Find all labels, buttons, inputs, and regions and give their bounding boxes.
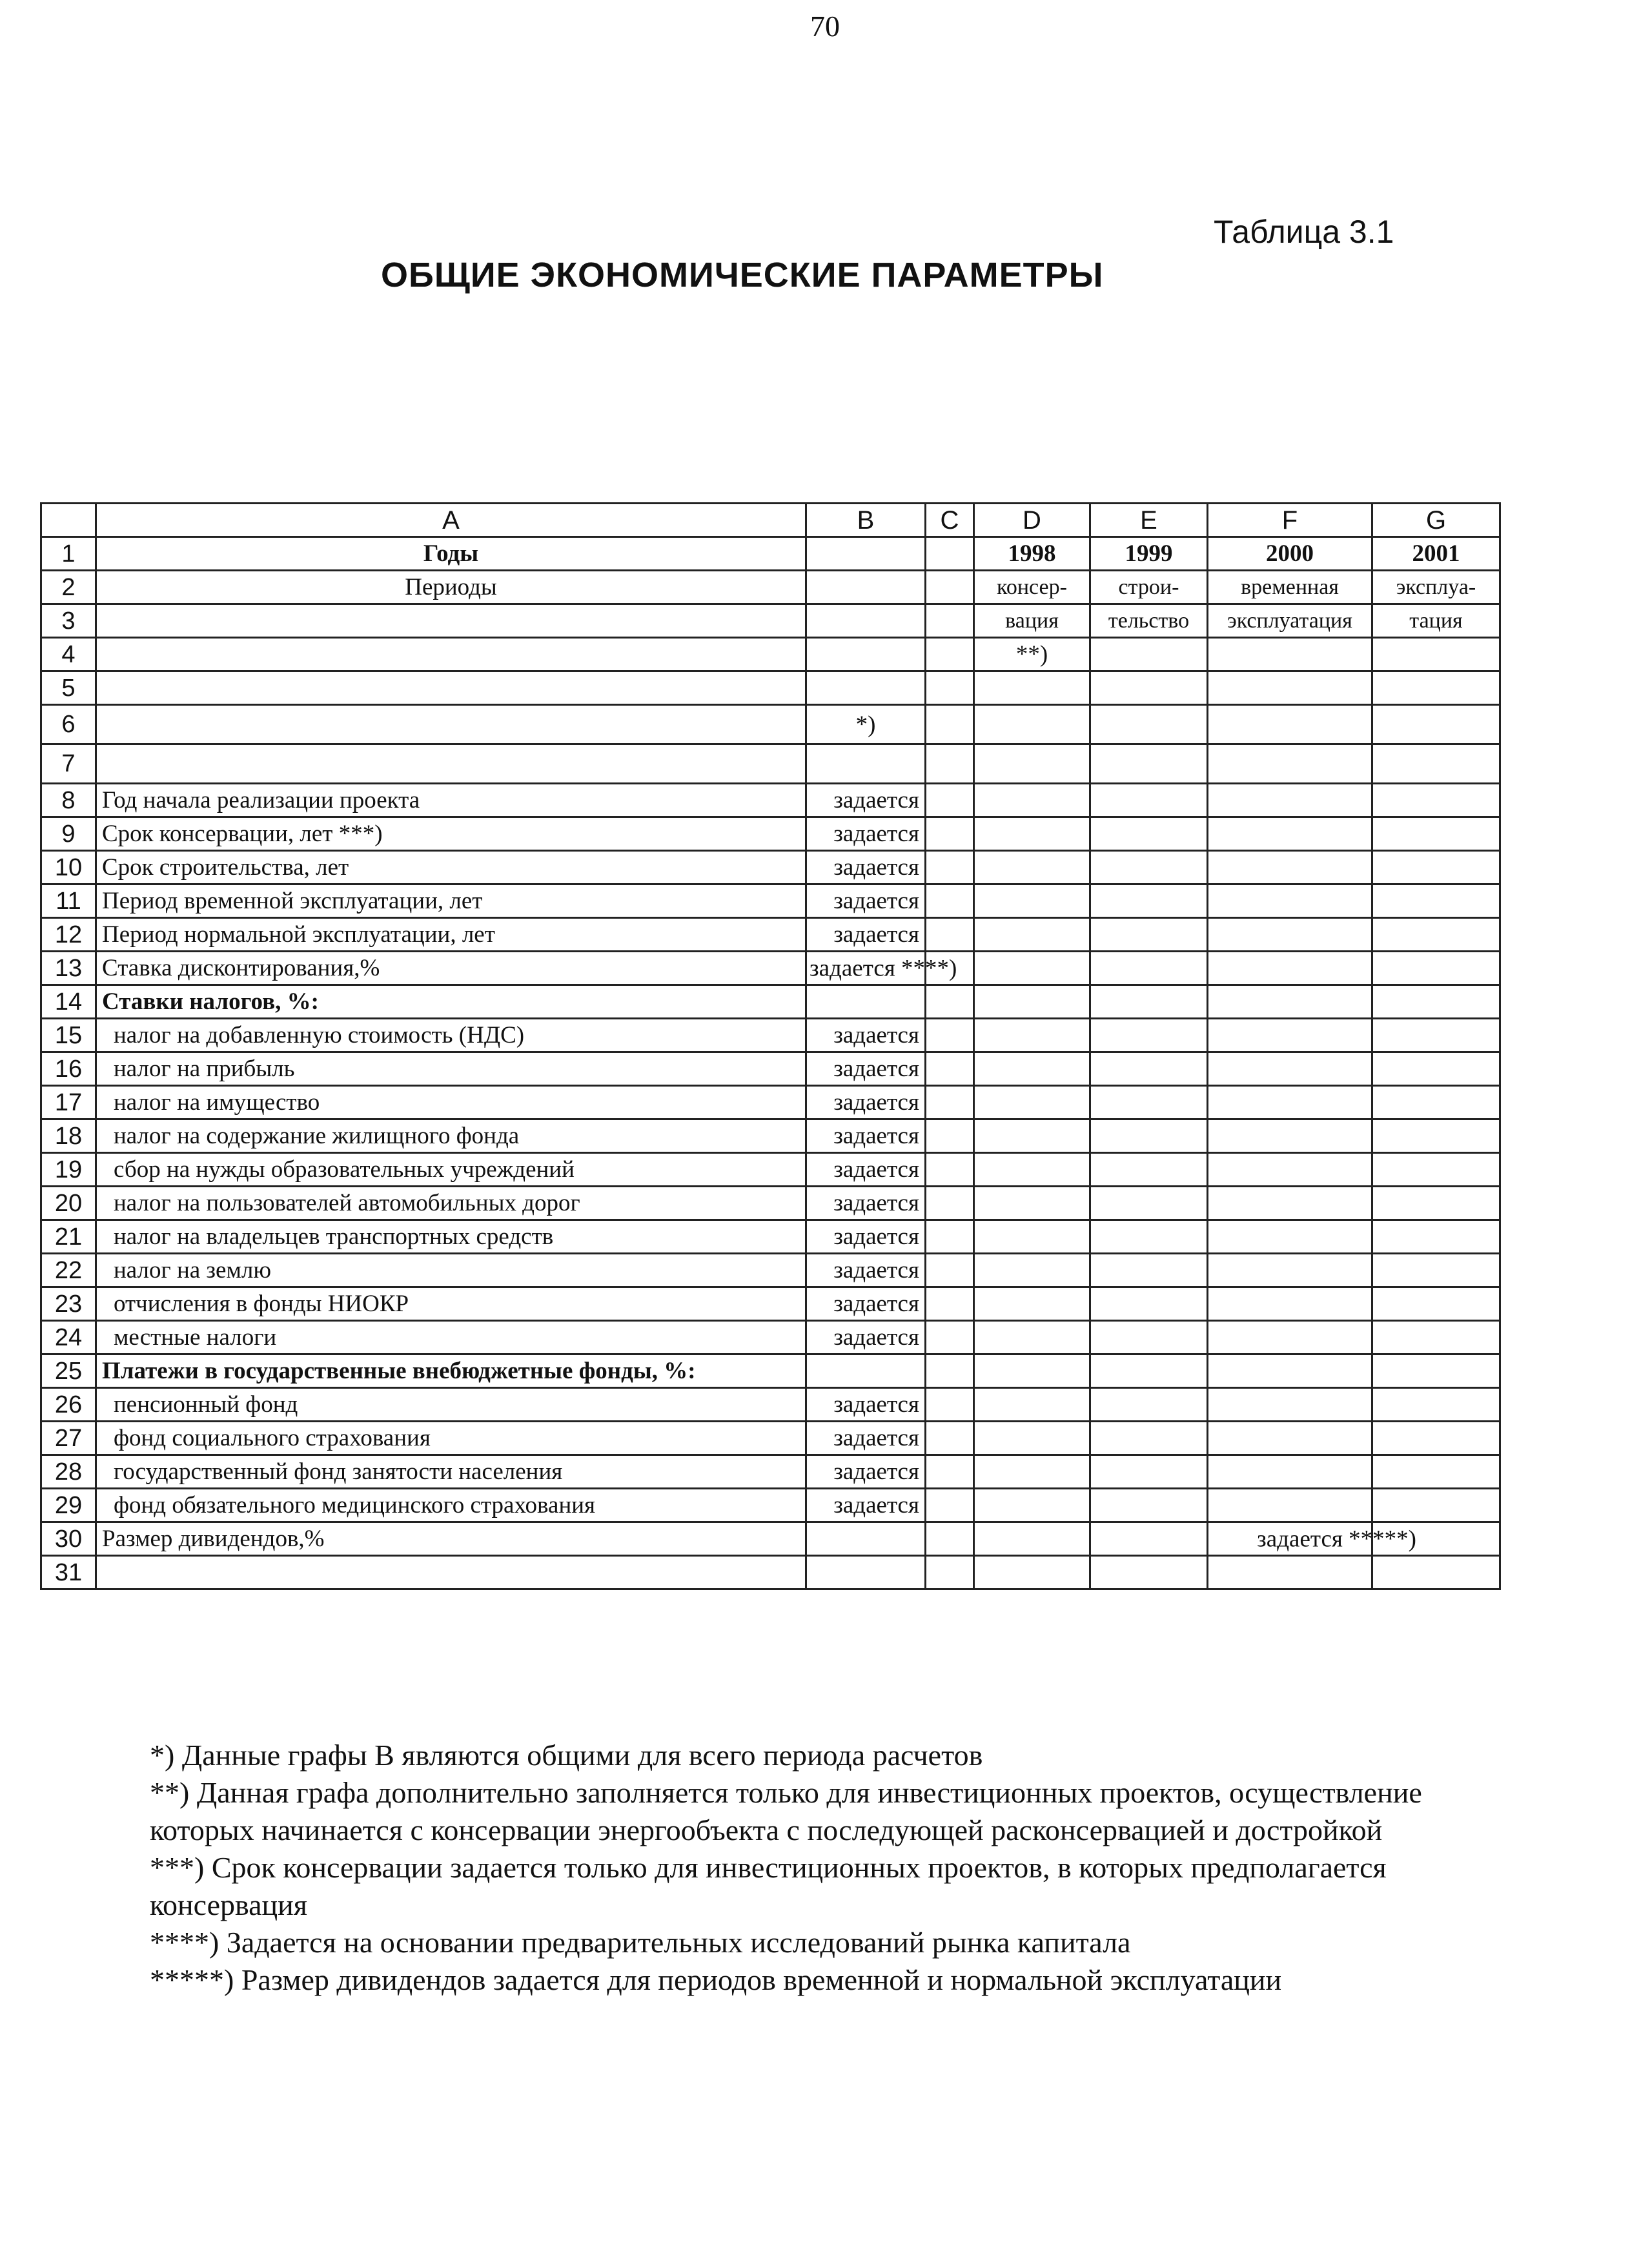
cell-e xyxy=(1090,784,1208,817)
row-number: 16 xyxy=(41,1052,96,1086)
cell-d xyxy=(974,1019,1090,1052)
table-row xyxy=(41,1153,1500,1187)
parameter-label: налог на прибыль xyxy=(96,1052,806,1086)
cell-g xyxy=(1372,1354,1500,1388)
column-header-c: C xyxy=(926,504,974,537)
cell-f xyxy=(1208,1187,1372,1220)
cell-c xyxy=(926,1220,974,1254)
parameter-label: государственный фонд занятости населения xyxy=(96,1455,806,1489)
cell-e xyxy=(1090,1153,1208,1187)
cell-e xyxy=(1090,1556,1208,1589)
cell-d xyxy=(974,1187,1090,1220)
cell-e xyxy=(1090,851,1208,884)
cell-d xyxy=(974,1422,1090,1455)
cell-e xyxy=(1090,744,1208,784)
cell-d xyxy=(974,1119,1090,1153)
cell-g xyxy=(1372,1052,1500,1086)
table-row xyxy=(41,985,1500,1019)
parameter-label: налог на землю xyxy=(96,1254,806,1287)
cell-f xyxy=(1208,1354,1372,1388)
cell-f xyxy=(1208,918,1372,952)
cell-a xyxy=(96,671,806,705)
row-number: 22 xyxy=(41,1254,96,1287)
row-number: 4 xyxy=(41,638,96,671)
column-header-g: G xyxy=(1372,504,1500,537)
cell-e xyxy=(1090,1489,1208,1522)
cell-g xyxy=(1372,1086,1500,1119)
cell-g xyxy=(1372,744,1500,784)
row-number: 20 xyxy=(41,1187,96,1220)
parameter-value: задается xyxy=(806,1489,926,1522)
cell-c xyxy=(926,1522,974,1556)
cell-d xyxy=(974,1220,1090,1254)
cell-g xyxy=(1372,705,1500,744)
table-row xyxy=(41,817,1500,851)
cell-a xyxy=(96,744,806,784)
table-row xyxy=(41,1522,1500,1556)
row-number: 17 xyxy=(41,1086,96,1119)
year-g: 2001 xyxy=(1372,537,1500,571)
period-g-line1: эксплуа- xyxy=(1372,571,1500,604)
cell-e xyxy=(1090,985,1208,1019)
year-f: 2000 xyxy=(1208,537,1372,571)
cell-a xyxy=(96,604,806,638)
parameter-value: задается xyxy=(806,1119,926,1153)
table-row xyxy=(41,952,1500,985)
cell-g xyxy=(1372,952,1500,985)
cell-g xyxy=(1372,918,1500,952)
row-number: 15 xyxy=(41,1019,96,1052)
period-d-line2: вация xyxy=(974,604,1090,638)
cell-g xyxy=(1372,1556,1500,1589)
cell-c xyxy=(926,1019,974,1052)
cell-d xyxy=(974,1556,1090,1589)
column-header-row xyxy=(41,504,1500,537)
row-number: 8 xyxy=(41,784,96,817)
cell-e xyxy=(1090,1388,1208,1422)
cell-d xyxy=(974,784,1090,817)
parameter-label: Год начала реализации проекта xyxy=(96,784,806,817)
table-row xyxy=(41,1086,1500,1119)
period-e-line2: тельство xyxy=(1090,604,1208,638)
cell-d xyxy=(974,918,1090,952)
cell-c xyxy=(926,571,974,604)
cell-e xyxy=(1090,952,1208,985)
column-header-a: A xyxy=(96,504,806,537)
cell-b xyxy=(806,985,926,1019)
period-g-line2: тация xyxy=(1372,604,1500,638)
cell-c xyxy=(926,1119,974,1153)
cell-c xyxy=(926,1254,974,1287)
table-row xyxy=(41,1019,1500,1052)
cell-b xyxy=(806,1522,926,1556)
cell-f xyxy=(1208,1052,1372,1086)
corner-cell xyxy=(41,504,96,537)
row-number: 2 xyxy=(41,571,96,604)
cell-c xyxy=(926,1287,974,1321)
row-number: 29 xyxy=(41,1489,96,1522)
cell-c xyxy=(926,705,974,744)
parameter-value: задается ****) xyxy=(810,955,957,981)
cell-d xyxy=(974,952,1090,985)
period-d-line1: консер- xyxy=(974,571,1090,604)
cell-c xyxy=(926,537,974,571)
table-row xyxy=(41,705,1500,744)
cell-c xyxy=(926,784,974,817)
cell-b xyxy=(806,638,926,671)
cell-d xyxy=(974,1522,1090,1556)
cell-d xyxy=(974,671,1090,705)
parameter-label: Срок консервации, лет ***) xyxy=(96,817,806,851)
parameter-value-cell xyxy=(806,952,957,985)
row-number: 30 xyxy=(41,1522,96,1556)
cell-d xyxy=(974,1254,1090,1287)
cell-g xyxy=(1372,1455,1500,1489)
parameter-value: задается xyxy=(806,884,926,918)
cell-f xyxy=(1208,705,1372,744)
cell-f xyxy=(1208,1086,1372,1119)
cell-c xyxy=(926,1153,974,1187)
table-row xyxy=(41,1388,1500,1422)
cell-g xyxy=(1372,671,1500,705)
year-d: 1998 xyxy=(974,537,1090,571)
table-row xyxy=(41,638,1500,671)
cell-f xyxy=(1208,671,1372,705)
table-row xyxy=(41,1455,1500,1489)
row-number: 21 xyxy=(41,1220,96,1254)
cell-f xyxy=(1208,1321,1372,1354)
row-number: 1 xyxy=(41,537,96,571)
cell-b xyxy=(806,744,926,784)
section-heading: Платежи в государственные внебюджетные фонды, %: xyxy=(96,1354,806,1388)
row-number: 9 xyxy=(41,817,96,851)
parameter-label: Период временной эксплуатации, лет xyxy=(96,884,806,918)
periods-label: Периоды xyxy=(96,571,806,604)
cell-g xyxy=(1372,1489,1500,1522)
table-row xyxy=(41,1187,1500,1220)
footnote: *) Данные графы В являются общими для всего периода расчетов xyxy=(150,1739,983,1772)
cell-g xyxy=(1372,1019,1500,1052)
parameter-value: задается xyxy=(806,1153,926,1187)
row-number: 26 xyxy=(41,1388,96,1422)
parameter-label: налог на имущество xyxy=(96,1086,806,1119)
cell-g xyxy=(1372,1153,1500,1187)
cell-f xyxy=(1208,1489,1372,1522)
table-row xyxy=(41,884,1500,918)
cell-c xyxy=(926,918,974,952)
parameter-label: налог на пользователей автомобильных дорог xyxy=(96,1187,806,1220)
table-row xyxy=(41,784,1500,817)
parameter-value: задается xyxy=(806,1321,926,1354)
cell-e xyxy=(1090,918,1208,952)
dividend-value-cell xyxy=(1208,1522,1416,1556)
row-number: 31 xyxy=(41,1556,96,1589)
row-number: 5 xyxy=(41,671,96,705)
row-number: 27 xyxy=(41,1422,96,1455)
cell-e xyxy=(1090,1522,1208,1556)
cell-a xyxy=(96,638,806,671)
parameter-label: фонд социального страхования xyxy=(96,1422,806,1455)
cell-f xyxy=(1208,817,1372,851)
parameter-value: задается xyxy=(806,817,926,851)
cell-c xyxy=(926,884,974,918)
cell-c xyxy=(926,604,974,638)
table-row xyxy=(41,1422,1500,1455)
cell-d xyxy=(974,1455,1090,1489)
cell-e xyxy=(1090,671,1208,705)
footnote: ****) Задается на основании предварительных исследований рынка капитала xyxy=(150,1926,1131,1959)
column-header-d: D xyxy=(974,504,1090,537)
cell-d xyxy=(974,1086,1090,1119)
cell-g xyxy=(1372,985,1500,1019)
cell-g xyxy=(1372,851,1500,884)
years-label: Годы xyxy=(96,537,806,571)
footnote: *****) Размер дивидендов задается для периодов временной и нормальной эксплуатации xyxy=(150,1963,1282,1996)
cell-g xyxy=(1372,1220,1500,1254)
cell-e xyxy=(1090,1287,1208,1321)
cell-d xyxy=(974,1153,1090,1187)
parameter-label: пенсионный фонд xyxy=(96,1388,806,1422)
table-row xyxy=(41,1119,1500,1153)
cell-d xyxy=(974,1354,1090,1388)
cell-f xyxy=(1208,1019,1372,1052)
cell-c xyxy=(926,851,974,884)
cell-b xyxy=(806,571,926,604)
cell-e xyxy=(1090,1422,1208,1455)
cell-g xyxy=(1372,1254,1500,1287)
parameter-label: Период нормальной эксплуатации, лет xyxy=(96,918,806,952)
parameter-value: задается xyxy=(806,1455,926,1489)
cell-g xyxy=(1372,1422,1500,1455)
table-row xyxy=(41,1556,1500,1589)
cell-f xyxy=(1208,1153,1372,1187)
cell-c xyxy=(926,1321,974,1354)
cell-c xyxy=(926,1086,974,1119)
cell-f xyxy=(1208,638,1372,671)
column-header-b: B xyxy=(806,504,926,537)
cell-f xyxy=(1208,1388,1372,1422)
row-number: 11 xyxy=(41,884,96,918)
cell-g xyxy=(1372,1119,1500,1153)
period-f-line1: временная xyxy=(1208,571,1372,604)
cell-d xyxy=(974,1321,1090,1354)
cell-e xyxy=(1090,1455,1208,1489)
parameter-value: задается xyxy=(806,918,926,952)
cell-f xyxy=(1208,1119,1372,1153)
dividend-value: задается *****) xyxy=(1257,1526,1416,1552)
parameter-label: Ставка дисконтирования,% xyxy=(96,952,806,985)
cell-b xyxy=(806,1556,926,1589)
cell-f xyxy=(1208,744,1372,784)
parameter-label: местные налоги xyxy=(96,1321,806,1354)
parameter-label: налог на содержание жилищного фонда xyxy=(96,1119,806,1153)
cell-f xyxy=(1208,1254,1372,1287)
cell-e xyxy=(1090,1220,1208,1254)
footnote-mark-d4: **) xyxy=(974,638,1090,671)
cell-g xyxy=(1372,1187,1500,1220)
parameter-label: отчисления в фонды НИОКР xyxy=(96,1287,806,1321)
cell-e xyxy=(1090,817,1208,851)
cell-a xyxy=(96,1556,806,1589)
cell-c xyxy=(926,744,974,784)
cell-g xyxy=(1372,1287,1500,1321)
cell-e xyxy=(1090,705,1208,744)
row-number: 23 xyxy=(41,1287,96,1321)
row-number: 12 xyxy=(41,918,96,952)
table-row xyxy=(41,671,1500,705)
cell-f xyxy=(1208,1220,1372,1254)
cell-c xyxy=(926,671,974,705)
row-number: 25 xyxy=(41,1354,96,1388)
cell-d xyxy=(974,851,1090,884)
cell-g xyxy=(1372,638,1500,671)
parameter-value: задается xyxy=(806,1052,926,1086)
parameter-label: Срок строительства, лет xyxy=(96,851,806,884)
period-e-line1: строи- xyxy=(1090,571,1208,604)
cell-e xyxy=(1090,1119,1208,1153)
row-number: 7 xyxy=(41,744,96,784)
row-number: 10 xyxy=(41,851,96,884)
cell-c xyxy=(926,1354,974,1388)
cell-c xyxy=(926,1388,974,1422)
cell-c xyxy=(926,1556,974,1589)
row-number: 28 xyxy=(41,1455,96,1489)
table-row xyxy=(41,1254,1500,1287)
cell-b xyxy=(806,604,926,638)
parameter-label: сбор на нужды образовательных учреждений xyxy=(96,1153,806,1187)
parameter-value: задается xyxy=(806,784,926,817)
period-f-line2: эксплуатация xyxy=(1208,604,1372,638)
cell-g xyxy=(1372,1321,1500,1354)
cell-e xyxy=(1090,1254,1208,1287)
cell-d xyxy=(974,744,1090,784)
cell-b xyxy=(806,1354,926,1388)
row-number: 3 xyxy=(41,604,96,638)
cell-e xyxy=(1090,638,1208,671)
column-header-e: E xyxy=(1090,504,1208,537)
cell-a xyxy=(96,705,806,744)
parameter-label: налог на добавленную стоимость (НДС) xyxy=(96,1019,806,1052)
parameter-label: Размер дивидендов,% xyxy=(96,1522,806,1556)
cell-g xyxy=(1372,784,1500,817)
parameter-value: задается xyxy=(806,1388,926,1422)
footnote: ***) Срок консервации задается только для инвестиционных проектов, в которых предполагается консервация xyxy=(150,1851,1387,1921)
table-row xyxy=(41,571,1500,604)
table-label: Таблица 3.1 xyxy=(1214,214,1394,250)
cell-c xyxy=(926,1052,974,1086)
table-row xyxy=(41,537,1500,571)
column-header-f: F xyxy=(1208,504,1372,537)
row-number: 24 xyxy=(41,1321,96,1354)
table-row xyxy=(41,604,1500,638)
row-number: 18 xyxy=(41,1119,96,1153)
table-row xyxy=(41,851,1500,884)
cell-g xyxy=(1372,817,1500,851)
row-number: 13 xyxy=(41,952,96,985)
cell-d xyxy=(974,705,1090,744)
cell-b xyxy=(806,671,926,705)
row-number: 6 xyxy=(41,705,96,744)
cell-f xyxy=(1208,1556,1372,1589)
parameter-value: задается xyxy=(806,851,926,884)
table-row xyxy=(41,1321,1500,1354)
table-row xyxy=(41,1052,1500,1086)
parameter-value: задается xyxy=(806,1019,926,1052)
cell-c xyxy=(926,1489,974,1522)
cell-f xyxy=(1208,851,1372,884)
cell-f xyxy=(1208,884,1372,918)
cell-f xyxy=(1208,952,1372,985)
cell-f xyxy=(1208,1422,1372,1455)
cell-e xyxy=(1090,1354,1208,1388)
table-row xyxy=(41,1354,1500,1388)
cell-e xyxy=(1090,884,1208,918)
cell-c xyxy=(926,1422,974,1455)
parameter-label: фонд обязательного медицинского страхования xyxy=(96,1489,806,1522)
cell-c xyxy=(926,1187,974,1220)
cell-c xyxy=(926,1455,974,1489)
parameter-value: задается xyxy=(806,1086,926,1119)
parameter-value: задается xyxy=(806,1187,926,1220)
cell-e xyxy=(1090,1019,1208,1052)
cell-d xyxy=(974,817,1090,851)
cell-f xyxy=(1208,1455,1372,1489)
cell-b xyxy=(806,537,926,571)
cell-g xyxy=(1372,1388,1500,1422)
cell-d xyxy=(974,985,1090,1019)
parameter-value: задается xyxy=(806,1422,926,1455)
page-title: ОБЩИЕ ЭКОНОМИЧЕСКИЕ ПАРАМЕТРЫ xyxy=(381,256,1104,294)
cell-f xyxy=(1208,985,1372,1019)
cell-d xyxy=(974,1489,1090,1522)
footnotes xyxy=(150,1737,1441,1999)
footnote: **) Данная графа дополнительно заполняется только для инвестиционных проектов, осуществление которых начинается с консервации энергообъекта с последующей расконсервацией и достройкой xyxy=(150,1776,1422,1846)
cell-e xyxy=(1090,1187,1208,1220)
parameter-value: задается xyxy=(806,1287,926,1321)
table-row xyxy=(41,1489,1500,1522)
cell-c xyxy=(926,817,974,851)
cell-d xyxy=(974,1388,1090,1422)
section-heading: Ставки налогов, %: xyxy=(96,985,806,1019)
cell-d xyxy=(974,884,1090,918)
cell-d xyxy=(974,1287,1090,1321)
cell-c xyxy=(926,638,974,671)
table-row xyxy=(41,918,1500,952)
row-number: 19 xyxy=(41,1153,96,1187)
cell-g xyxy=(1372,884,1500,918)
cell-e xyxy=(1090,1052,1208,1086)
parameters-table xyxy=(40,502,1501,1590)
parameter-value: задается xyxy=(806,1254,926,1287)
cell-e xyxy=(1090,1086,1208,1119)
year-e: 1999 xyxy=(1090,537,1208,571)
cell-c xyxy=(926,985,974,1019)
table-row xyxy=(41,1287,1500,1321)
parameter-value: задается xyxy=(806,1220,926,1254)
row-number: 14 xyxy=(41,985,96,1019)
cell-f xyxy=(1208,1287,1372,1321)
page-number: 70 xyxy=(810,10,840,43)
cell-d xyxy=(974,1052,1090,1086)
parameter-label: налог на владельцев транспортных средств xyxy=(96,1220,806,1254)
footnote-mark-b6: *) xyxy=(806,705,926,744)
cell-f xyxy=(1208,784,1372,817)
cell-e xyxy=(1090,1321,1208,1354)
table-row xyxy=(41,1220,1500,1254)
table-row xyxy=(41,744,1500,784)
